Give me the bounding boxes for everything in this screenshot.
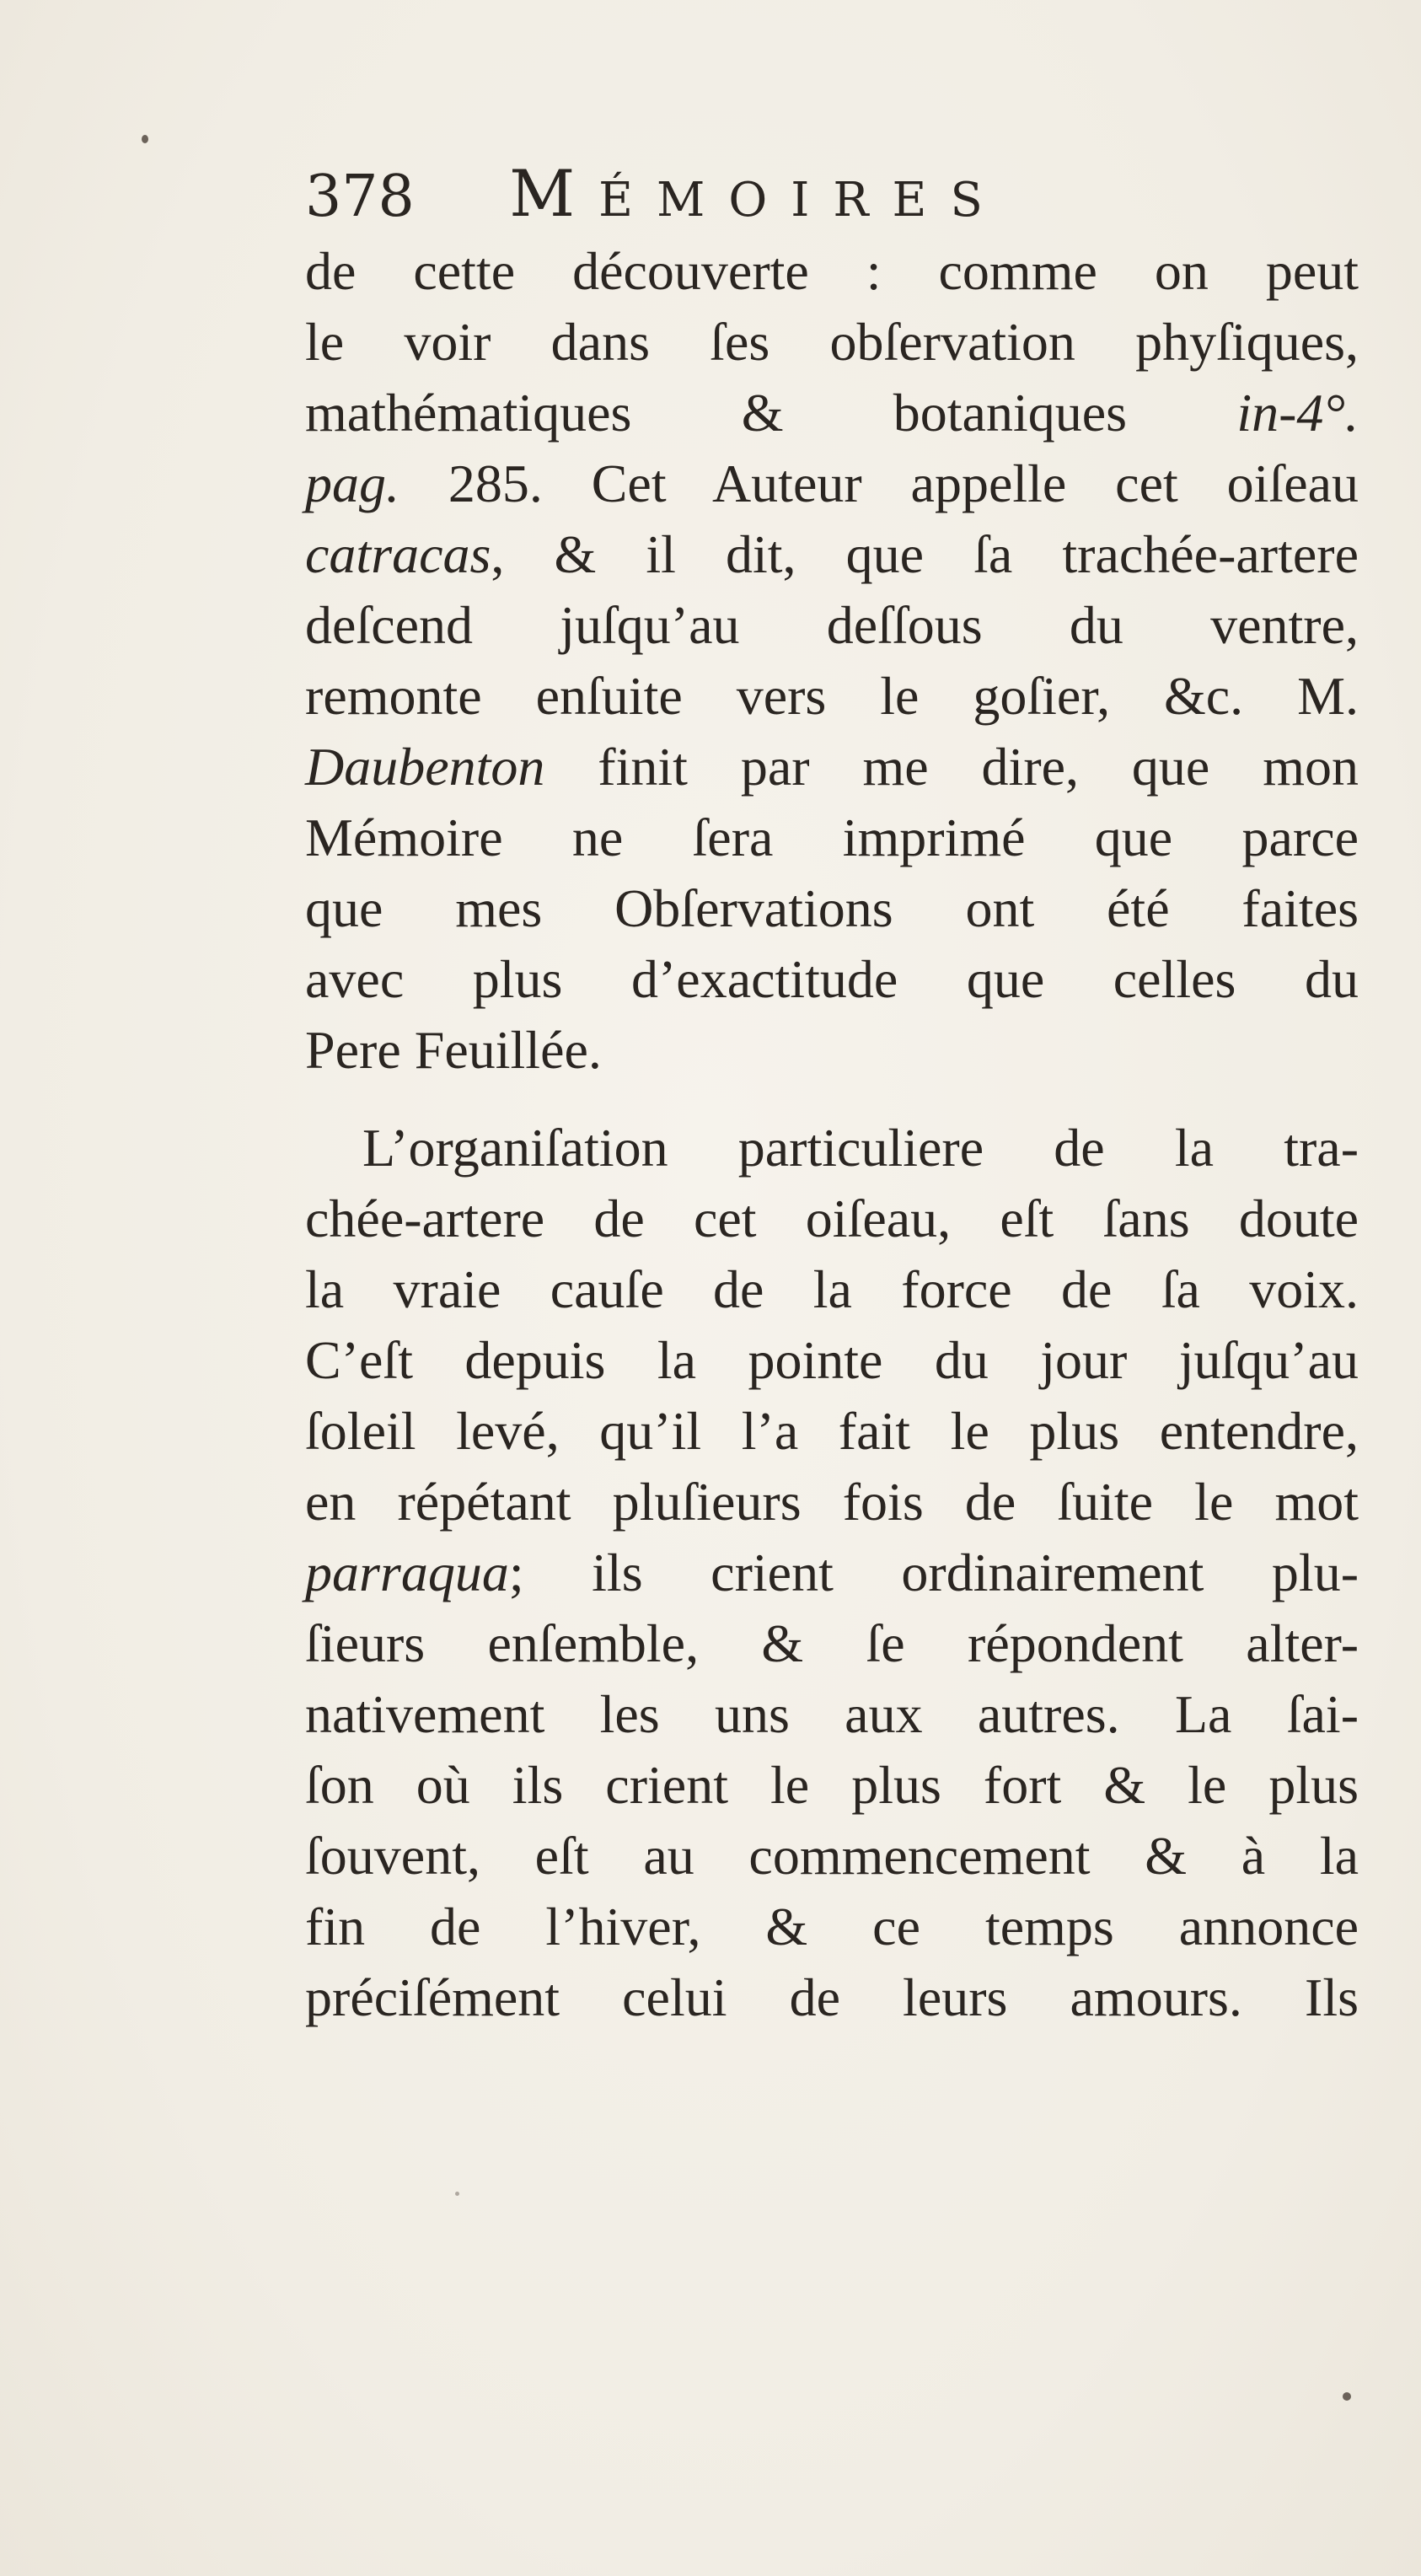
text-line: en répétant pluſieurs fois de ſuite le mot — [305, 1472, 1359, 1532]
text-line: préciſément celui de leurs amours. Ils — [305, 1967, 1359, 2027]
text-line: que mes Obſervations ont été faites — [305, 878, 1359, 938]
text-line: L’organiſation particuliere de la tra- — [362, 1118, 1359, 1178]
text-line: le voir dans ſes obſervation phyſiques, — [305, 312, 1359, 372]
text-line: remonte enſuite vers le goſier, &c. M. — [305, 666, 1359, 726]
text-line: nativement les uns aux autres. La ſai- — [305, 1684, 1359, 1744]
page-header — [305, 148, 1148, 240]
page-number: 378 — [305, 164, 415, 230]
text-line: la vraie cauſe de la force de ſa voix. — [305, 1259, 1359, 1319]
text-line: ſon où ils crient le plus fort & le plus — [305, 1755, 1359, 1815]
text-line: Mémoire ne ſera imprimé que parce — [305, 808, 1359, 867]
paragraph-1 — [305, 236, 1359, 1086]
text-line: parraqua; ils crient ordinairement plu- — [305, 1543, 1359, 1602]
text-line: ſieurs enſemble, & ſe répondent alter- — [305, 1613, 1359, 1673]
text-line: deſcend juſqu’au deſſous du ventre, — [305, 595, 1359, 655]
text-line: catracas, & il dit, que ſa trachée-artere — [305, 524, 1359, 584]
ink-speck — [455, 2192, 459, 2196]
text-line: de cette découverte : comme on peut — [305, 241, 1359, 301]
text-block — [305, 236, 1359, 2033]
text-line: fin de l’hiver, & ce temps annonce — [305, 1897, 1359, 1956]
text-line: pag. 285. Cet Auteur appelle cet oiſeau — [305, 453, 1359, 513]
ink-speck — [1343, 2392, 1351, 2401]
ink-speck — [142, 135, 148, 143]
paragraph-2 — [305, 1113, 1359, 2033]
text-line: ſoleil levé, qu’il l’a fait le plus entendre, — [305, 1401, 1359, 1461]
text-line: chée-artere de cet oiſeau, eſt ſans doute — [305, 1189, 1359, 1248]
running-title: MÉMOIRES — [509, 156, 1006, 231]
text-line: ſouvent, eſt au commencement & à la — [305, 1826, 1359, 1886]
text-line: Pere Feuillée. — [305, 1020, 602, 1080]
text-line: mathématiques & botaniques in-4°. — [305, 383, 1359, 443]
text-line: C’eſt depuis la pointe du jour juſqu’au — [305, 1330, 1359, 1390]
text-line: avec plus d’exactitude que celles du — [305, 949, 1359, 1009]
text-line: Daubenton finit par me dire, que mon — [305, 737, 1359, 797]
